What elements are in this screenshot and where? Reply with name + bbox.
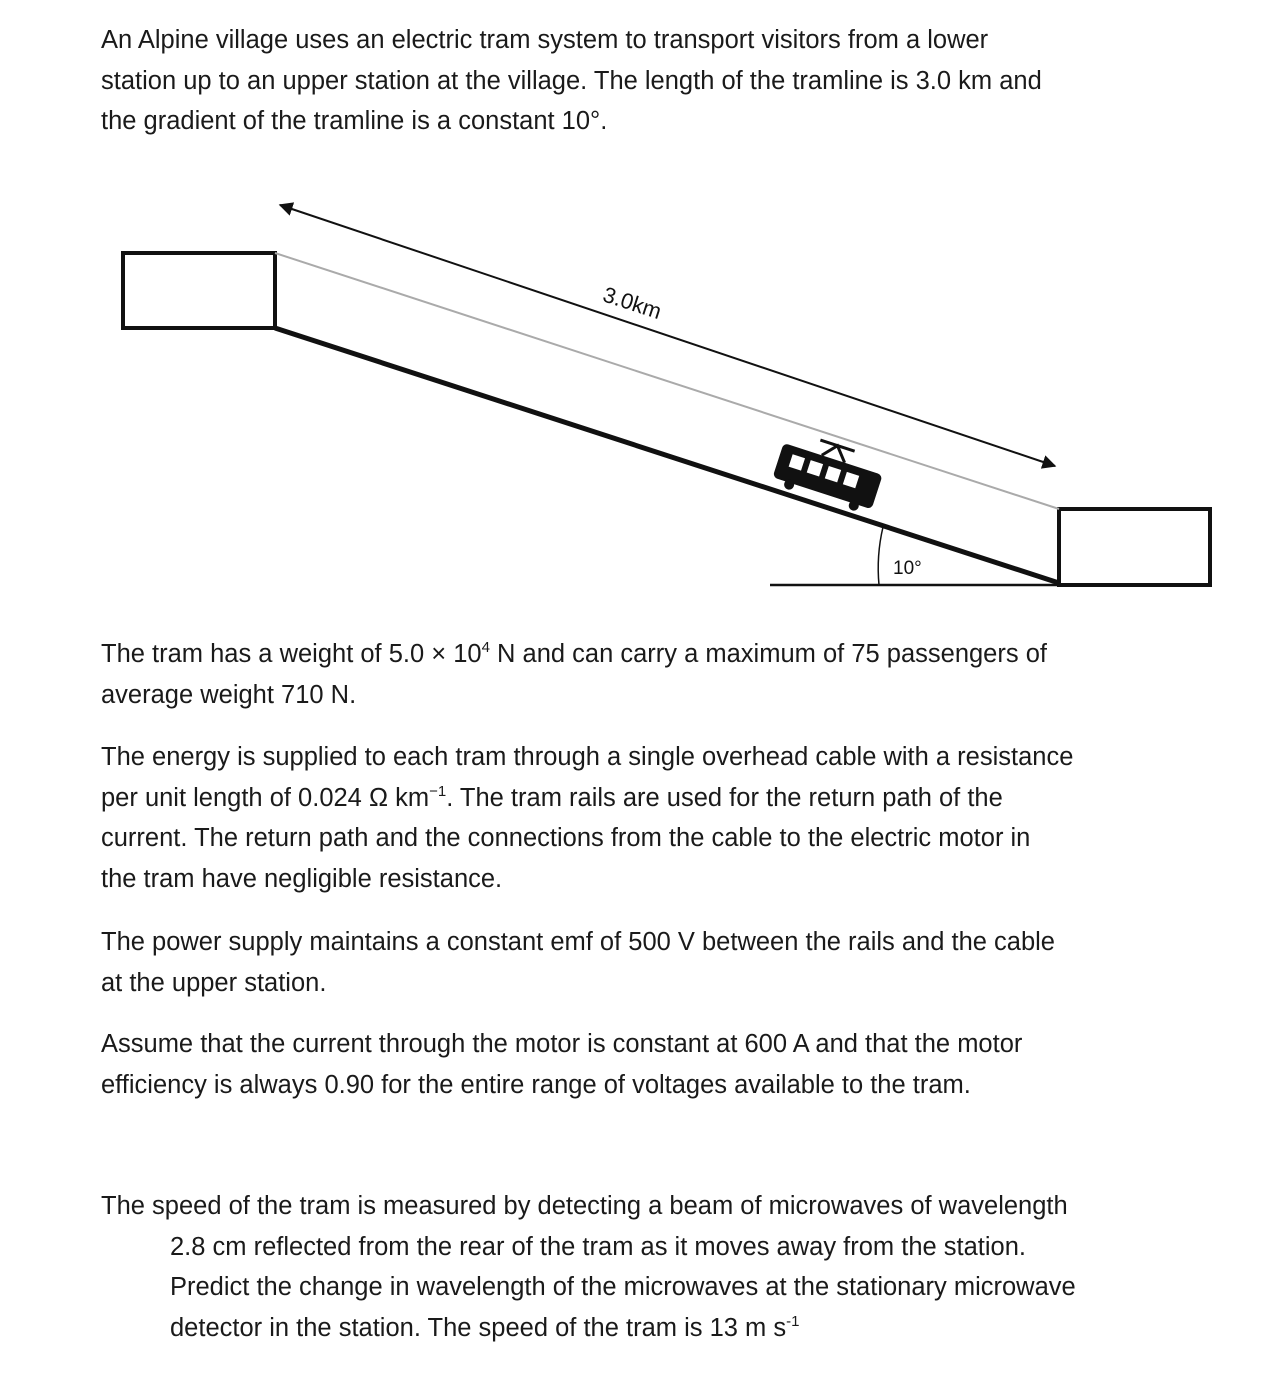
angle-arc [878, 527, 883, 585]
tram-track [275, 328, 1059, 583]
intro-line-2: station up to an upper station at the village. The length of the tramline is 3.0 km and [101, 66, 1042, 95]
supply-line-2: at the upper station. [101, 968, 327, 997]
tram-icon [770, 430, 887, 516]
length-arrow [280, 205, 1055, 466]
question-paragraph [101, 1186, 1181, 1348]
question-line-3: Predict the change in wavelength of the microwaves at the stationary microwave [170, 1273, 1076, 1301]
length-label: 3.0km [599, 281, 665, 325]
supply-line-1: The power supply maintains a constant emf of 500 V between the rails and the cable [101, 928, 1055, 956]
question-line-4: detector in the station. The speed of the tram is 13 m $s^{-1}$ [170, 1312, 800, 1342]
upper-station-box [123, 253, 275, 328]
tramline-diagram [0, 180, 1284, 600]
weight-paragraph [101, 634, 1181, 715]
supply-paragraph [101, 922, 1181, 1003]
intro-paragraph [101, 20, 1181, 142]
lower-station-box [1059, 509, 1210, 585]
overhead-cable [275, 253, 1059, 509]
motor-line-1: Assume that the current through the motor is constant at 600 A and that the motor [101, 1030, 1023, 1058]
intro-line-1: An Alpine village uses an electric tram system to transport visitors from a lower [101, 26, 989, 54]
angle-label: 10° [893, 558, 922, 579]
weight-line-1: The tram has a weight of $5.0 \times 10^4$ N and can carry a maximum of 75 passengers of [101, 639, 1047, 668]
intro-line-3: the gradient of the tramline is a constant 10°. [101, 107, 608, 135]
motor-line-2: efficiency is always 0.90 for the entire range of voltages available to the tram. [101, 1070, 971, 1099]
cable-line-4: the tram have negligible resistance. [101, 864, 503, 893]
cable-line-1: The energy is supplied to each tram through a single overhead cable with a resistance [101, 743, 1074, 771]
weight-line-2: average weight 710 N. [101, 680, 357, 709]
cable-line-3: current. The return path and the connections from the cable to the electric motor in [101, 824, 1031, 852]
cable-paragraph [101, 737, 1181, 899]
cable-line-2: per unit length of 0.024 Ω $km^{-1}$. The tram rails are used for the return path of the [101, 782, 1003, 812]
motor-paragraph [101, 1024, 1181, 1105]
question-line-2: 2.8 cm reflected from the rear of the tram as it moves away from the station. [170, 1232, 1027, 1261]
question-line-1: The speed of the tram is measured by detecting a beam of microwaves of wavelength [101, 1192, 1068, 1220]
